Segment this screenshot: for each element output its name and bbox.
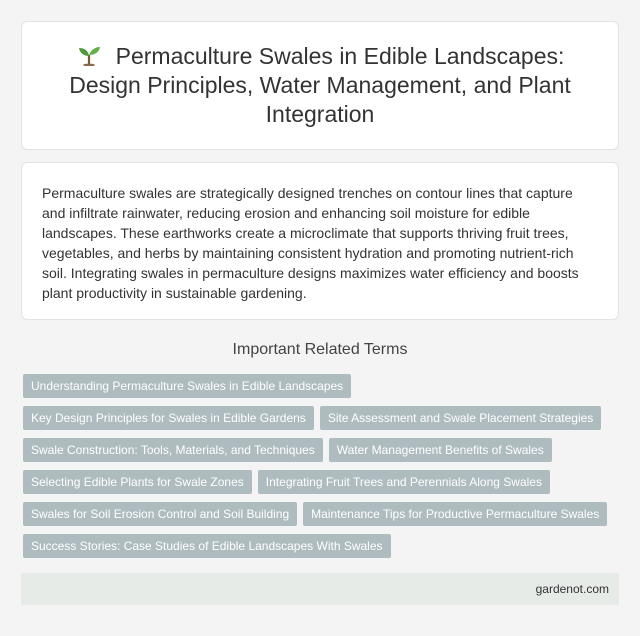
footer	[21, 573, 619, 605]
page-title	[40, 42, 600, 129]
term-tag[interactable]: Site Assessment and Swale Placement Strategies	[320, 406, 601, 430]
title-card	[21, 21, 619, 150]
term-tag[interactable]: Maintenance Tips for Productive Permaculture Swales	[303, 502, 607, 526]
related-terms-heading: Important Related Terms	[232, 341, 408, 358]
description-text: Permaculture swales are strategically designed trenches on contour lines that capture and infiltrate rainwater, reducing erosion and enhancing soil moisture for edible landscapes. These earthworks create a microclimate that supports thriving fruit trees, vegetables, and herbs by maintaining consistent hydration and promoting nutrient-rich soil. Integrating swales in permaculture designs maximizes water efficiency and boosts plant productivity in sustainable gardening.	[42, 185, 579, 301]
term-tag[interactable]: Integrating Fruit Trees and Perennials Along Swales	[258, 470, 550, 494]
term-tag[interactable]: Key Design Principles for Swales in Edible Gardens	[23, 406, 314, 430]
term-tag[interactable]: Selecting Edible Plants for Swale Zones	[23, 470, 252, 494]
site-link[interactable]: gardenot.com	[535, 582, 609, 596]
description-card	[21, 162, 619, 320]
term-tag[interactable]: Understanding Permaculture Swales in Edible Landscapes	[23, 374, 351, 398]
term-tag[interactable]: Swales for Soil Erosion Control and Soil Building	[23, 502, 297, 526]
seedling-icon	[76, 44, 102, 66]
related-terms-list	[23, 374, 623, 566]
term-tag[interactable]: Swale Construction: Tools, Materials, and Techniques	[23, 438, 323, 462]
page-title-text: Permaculture Swales in Edible Landscapes: Design Principles, Water Management, and Plant Integration	[69, 43, 571, 127]
term-tag[interactable]: Success Stories: Case Studies of Edible Landscapes With Swales	[23, 534, 391, 558]
term-tag[interactable]: Water Management Benefits of Swales	[329, 438, 552, 462]
